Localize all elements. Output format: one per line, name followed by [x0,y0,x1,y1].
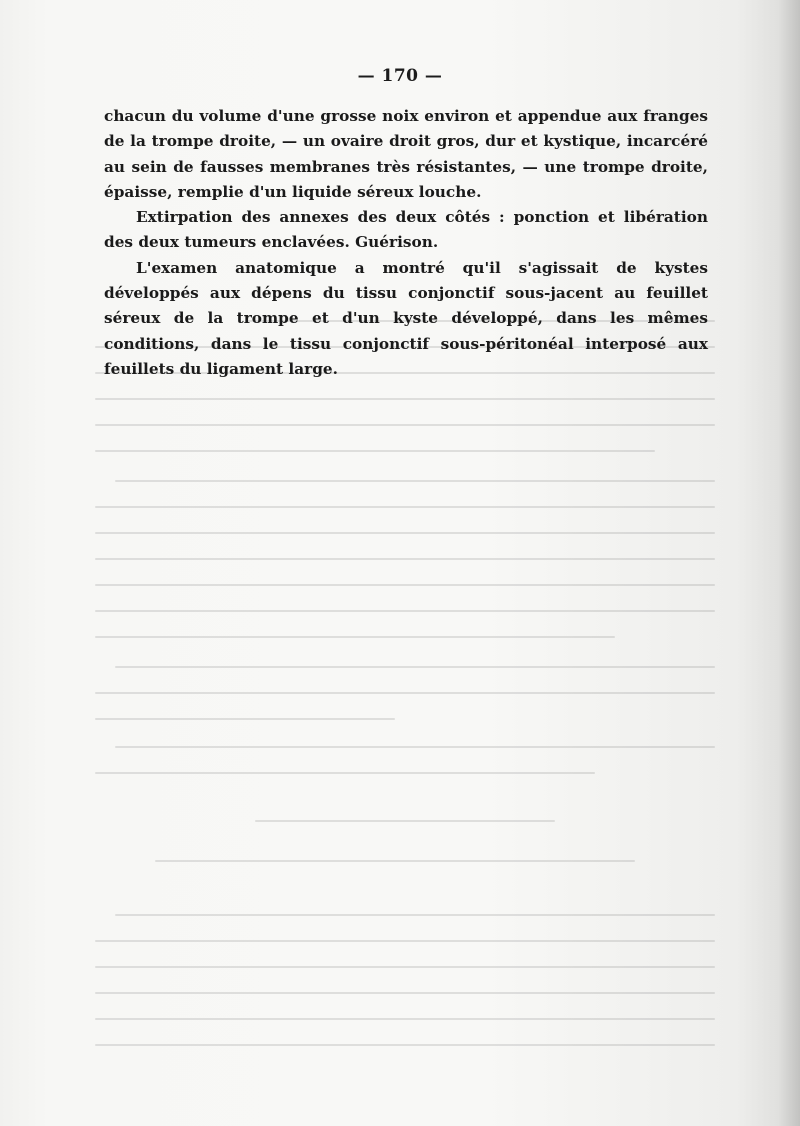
page-number: — 170 — [357,66,443,86]
body-text [104,104,708,382]
paragraph: Extirpation des annexes des deux côtés : ponction et libération des deux tumeurs enclavées. Guérison. [104,208,708,252]
paragraph: chacun du volume d'une grosse noix environ et appendue aux franges de la trompe droite, — un ovaire droit gros, dur et kystique, incarcéré au sein de fausses membranes très résistantes, — une trompe droite, épaisse, remplie d'un liquide séreux louche. [104,107,708,201]
paragraph: L'examen anatomique a montré qu'il s'agissait de kystes développés aux dépens du tissu conjonctif sous-jacent au feuillet séreux de la trompe et d'un kyste développé, dans les mêmes conditions, dans le tissu conjonctif sous-péritonéal interposé aux feuillets du ligament large. [104,258,708,378]
reverse-side-bleed-through [95,320,715,1060]
page-edge-shadow [778,0,800,1126]
